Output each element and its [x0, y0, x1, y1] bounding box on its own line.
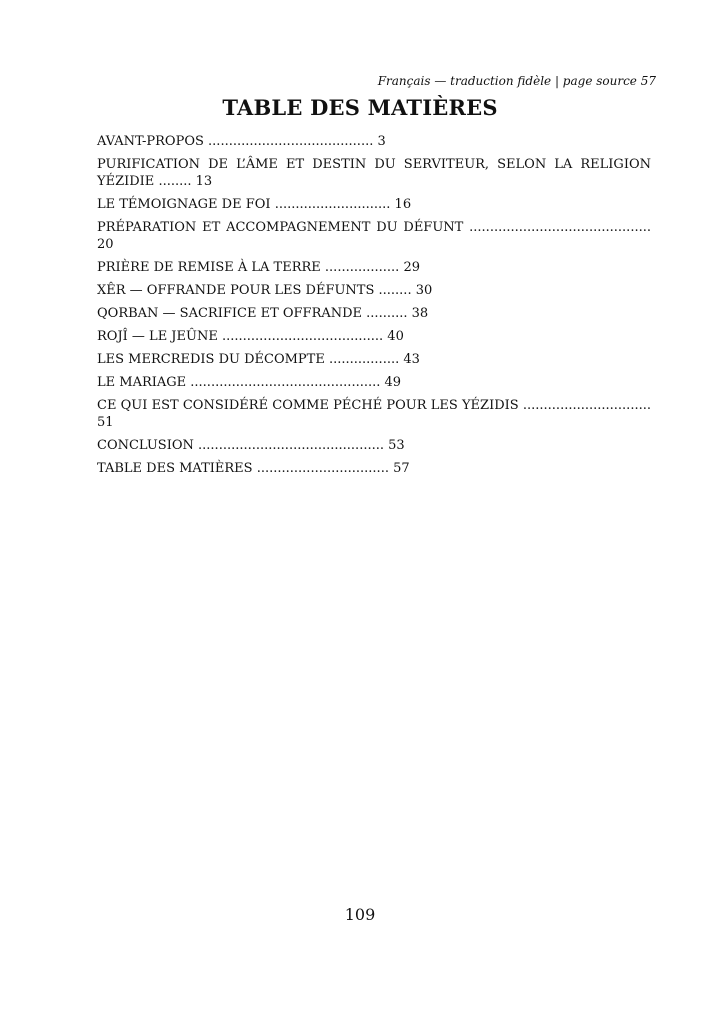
toc-entry-leader: .......... — [366, 306, 408, 321]
toc-entry-label: QORBAN — SACRIFICE ET OFFRANDE — [97, 306, 363, 321]
table-of-contents — [97, 133, 651, 483]
toc-entry-label: TABLE DES MATIÈRES — [97, 461, 253, 476]
toc-entry — [97, 282, 651, 299]
toc-entry-page: 53 — [388, 438, 405, 453]
toc-entry-leader: .................. — [324, 260, 400, 275]
toc-entry-label: XÊR — OFFRANDE POUR LES DÉFUNTS — [97, 283, 375, 298]
toc-entry-label: LES MERCREDIS DU DÉCOMPTE — [97, 352, 325, 367]
toc-entry-page: 16 — [394, 197, 412, 212]
toc-entry-label: LE MARIAGE — [97, 375, 187, 390]
toc-entry-page: 40 — [387, 329, 404, 344]
toc-entry-page: 51 — [97, 415, 114, 430]
toc-entry-label: PRIÈRE DE REMISE À LA TERRE — [97, 260, 321, 275]
toc-entry-label: AVANT-PROPOS — [97, 134, 204, 149]
toc-entry-leader: ............................................. — [198, 438, 384, 453]
toc-entry — [97, 133, 651, 150]
page-number: 109 — [344, 905, 376, 924]
toc-entry — [97, 397, 651, 431]
toc-entry-page: 30 — [415, 283, 433, 298]
toc-entry-page: 20 — [97, 237, 114, 252]
toc-entry-page: 13 — [195, 174, 213, 189]
toc-entry-leader: ........ — [158, 174, 192, 189]
toc-entry-leader: ........................................ — [208, 134, 374, 149]
toc-entry-leader: ................. — [328, 352, 400, 367]
toc-entry-leader: ............................... — [522, 398, 651, 413]
toc-entry-label: CONCLUSION — [97, 438, 194, 453]
toc-entry — [97, 351, 651, 368]
toc-entry — [97, 437, 651, 454]
toc-entry-leader: ........ — [378, 283, 412, 298]
page-title: TABLE DES MATIÈRES — [222, 95, 498, 120]
toc-entry-leader: .............................................. — [190, 375, 381, 390]
toc-entry-page: 38 — [411, 306, 429, 321]
toc-entry-page: 3 — [377, 134, 386, 149]
toc-entry-label: CE QUI EST CONSIDÉRÉ COMME PÉCHÉ POUR LES YÉZIDIS — [97, 398, 519, 413]
toc-entry-page: 29 — [403, 260, 420, 275]
toc-entry — [97, 305, 651, 322]
toc-entry-page: 57 — [393, 461, 410, 476]
toc-entry-leader: ................................ — [256, 461, 389, 476]
toc-entry — [97, 156, 651, 190]
toc-entry-page: 49 — [384, 375, 402, 390]
toc-entry — [97, 328, 651, 345]
toc-entry — [97, 259, 651, 276]
toc-entry-leader: ............................ — [274, 197, 391, 212]
toc-entry — [97, 460, 651, 477]
toc-entry — [97, 196, 651, 213]
toc-entry-label: LE TÉMOIGNAGE DE FOI — [97, 197, 271, 212]
toc-entry-page: 43 — [403, 352, 420, 367]
toc-entry-leader: ....................................... — [221, 329, 384, 344]
toc-entry-label: ROJÎ — LE JEÛNE — [97, 329, 218, 344]
toc-entry-label: PURIFICATION DE L’ÂME ET DESTIN DU SERVITEUR, SELON LA RELIGION YÉZIDIE — [97, 157, 651, 189]
toc-entry-label: PRÉPARATION ET ACCOMPAGNEMENT DU DÉFUNT — [97, 220, 464, 235]
toc-entry — [97, 374, 651, 391]
running-head: Français — traduction fidèle | page source 57 — [377, 74, 656, 88]
toc-entry-leader: ............................................ — [469, 220, 651, 235]
toc-entry — [97, 219, 651, 253]
